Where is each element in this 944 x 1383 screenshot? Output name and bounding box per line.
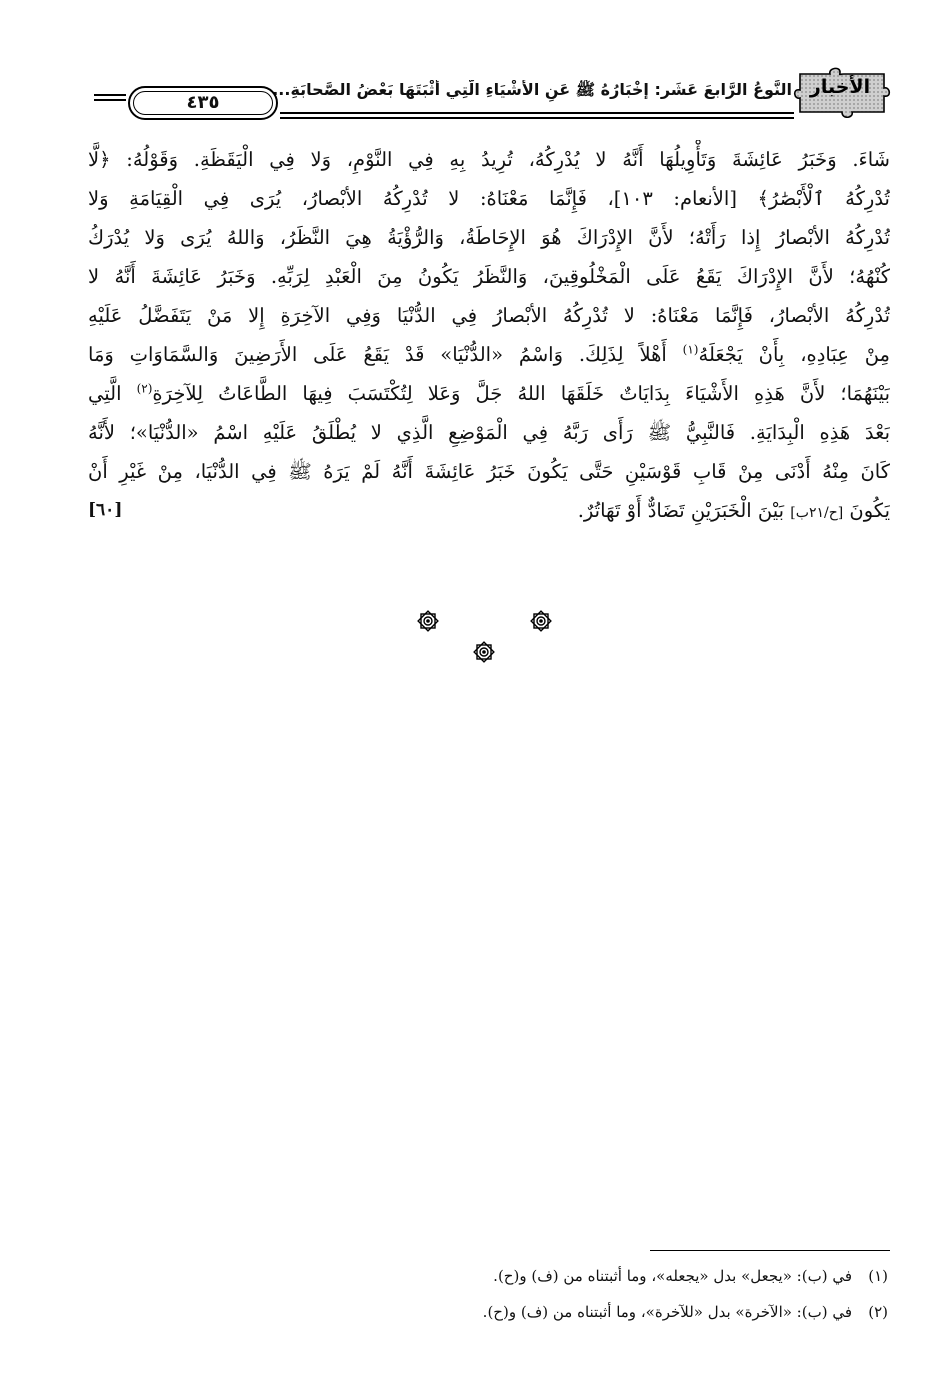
header-rule: [94, 94, 126, 101]
text-line: كَانَ مِنْهُ أَدْنَى مِنْ قَابِ قَوْسَيْنِ حَتَّى يَكُونَ خَبَرُ عَائِشَةَ أَنَّهُ لَمْ يَرَهُ ﷺ فِي الدُّنْيَا، مِنْ غَيْرِ أَنْ: [88, 460, 890, 483]
text-line: [88, 491, 890, 530]
text-segment: بَيْنَهُمَا؛ لأَنَّ هَذِهِ الأَشْيَاءَ بِدَايَاتٌ خَلَقَهَا اللهُ جَلَّ وَعَلا لِتُكْتَسَبَ فِيهَا الطَّاعَاتُ لِلآخِرَةِ: [152, 382, 890, 405]
text-line: [88, 335, 890, 374]
puzzle-badge-icon: [792, 66, 892, 118]
text-line: [88, 374, 890, 413]
footnote-text: في (ب): «يجعل» بدل «يجعله»، وما أثبتناه من (ف) و(ح).: [493, 1267, 852, 1285]
manuscript-marker: [ح/٢١ب]: [790, 505, 844, 521]
text-line: تُدْرِكُهُ ٱلْأَبْصَٰرُ﴾ [الأنعام: ١٠٣]، فَإِنَّمَا مَعْنَاهُ: لا تُدْرِكُهُ الأبْصارُ، يُرَى فِي الْقِيَامَةِ وَلا: [88, 187, 890, 210]
rosette-icon: [416, 609, 440, 633]
footnote-separator: [650, 1250, 890, 1251]
page-number-badge: [128, 86, 278, 120]
rosette-icon: [529, 609, 553, 633]
header-rule: [280, 112, 794, 119]
footnote-marker[interactable]: (٢): [136, 381, 153, 396]
text-segment: أَهْلاً لِذَلِكَ. وَاسْمُ «الدُّنْيَا» قَدْ يَقَعُ عَلَى الأَرَضِينَ وَالسَّمَاوَاتِ وَمَا: [88, 343, 667, 366]
footnote: [300, 1258, 888, 1294]
text-segment: يَكُونَ: [849, 499, 890, 522]
running-title: النَّوعُ الرَّابعَ عَشَر: إخْبَارُهُ ﷺ عَنِ الأشْيَاءِ الَّتِي أَثْبَتَهَا بَعْضُ الصَّحابَةِ...: [272, 80, 792, 99]
footnote-number: (١): [868, 1267, 888, 1285]
footnote: [300, 1294, 888, 1330]
text-segment: مِنْ عِبَادِهِ، بِأَنْ يَجْعَلَهُ: [698, 343, 890, 366]
page-header: [80, 66, 892, 118]
body-text: [88, 140, 890, 530]
footnotes: [300, 1258, 888, 1330]
section-label: الأخبار: [809, 76, 871, 98]
text-line: شَاءَ. وَخَبَرُ عَائِشَةَ وَتَأْوِيلُهَا أَنَّهُ لا يُدْرِكُهُ، تُرِيدُ بِهِ فِي النَّوْمِ، وَلا فِي الْيَقَظَةِ. وَقَوْلُهُ: ﴿لَّا: [88, 148, 890, 171]
text-line: تُدْرِكُهُ الأبْصارُ، فَإِنَّمَا مَعْنَاهُ: لا تُدْرِكُهُ الأبْصارُ فِي الدُّنْيَا وَفِي الآخِرَةِ إِلا مَنْ يَتَفَضَّلُ عَلَيْهِ: [88, 304, 890, 327]
text-line: تُدْرِكُهُ الأبْصارُ إِذا رَأَتْهُ؛ لأَنَّ الإِدْرَاكَ هُوَ الإِحَاطَةُ، وَالرُّؤْيَةُ هِيَ النَّظَرُ، وَاللهُ يُرَى وَلا يُدْرَكُ: [88, 226, 890, 249]
page-number: ٤٣٥: [186, 92, 220, 113]
footnote-text: في (ب): «الآخرة» بدل «للآخرة»، وما أثبتناه من (ف) و(ح).: [482, 1303, 852, 1321]
text-segment: الَّتِي: [88, 382, 122, 405]
text-line: بَعْدَ هَذِهِ الْبِدَايَةِ. فَالنَّبِيُّ ﷺ رَأَى رَبَّهُ فِي الْمَوْضِعِ الَّذِي لا يُطْلَقُ عَلَيْهِ اسْمُ «الدُّنْيَا»؛ لأَنَّهُ: [88, 421, 890, 444]
footnote-marker[interactable]: (١): [682, 342, 699, 357]
folio-marker: [٦٠]: [88, 500, 123, 520]
footnote-number: (٢): [868, 1303, 888, 1321]
rosette-icon: [472, 640, 496, 664]
text-line: كُنْهُهُ؛ لأَنَّ الإِدْرَاكَ يَقَعُ عَلَى الْمَخْلُوقِينَ، وَالنَّظَرُ يَكُونُ مِنَ الْعَبْدِ لِرَبِّهِ. وَخَبَرُ عَائِشَةَ أَنَّهُ لا: [88, 265, 890, 288]
text-segment: بَيْنَ الْخَبَرَيْنِ تَضَادٌّ أَوْ تَهَاتُرٌ.: [577, 499, 785, 522]
